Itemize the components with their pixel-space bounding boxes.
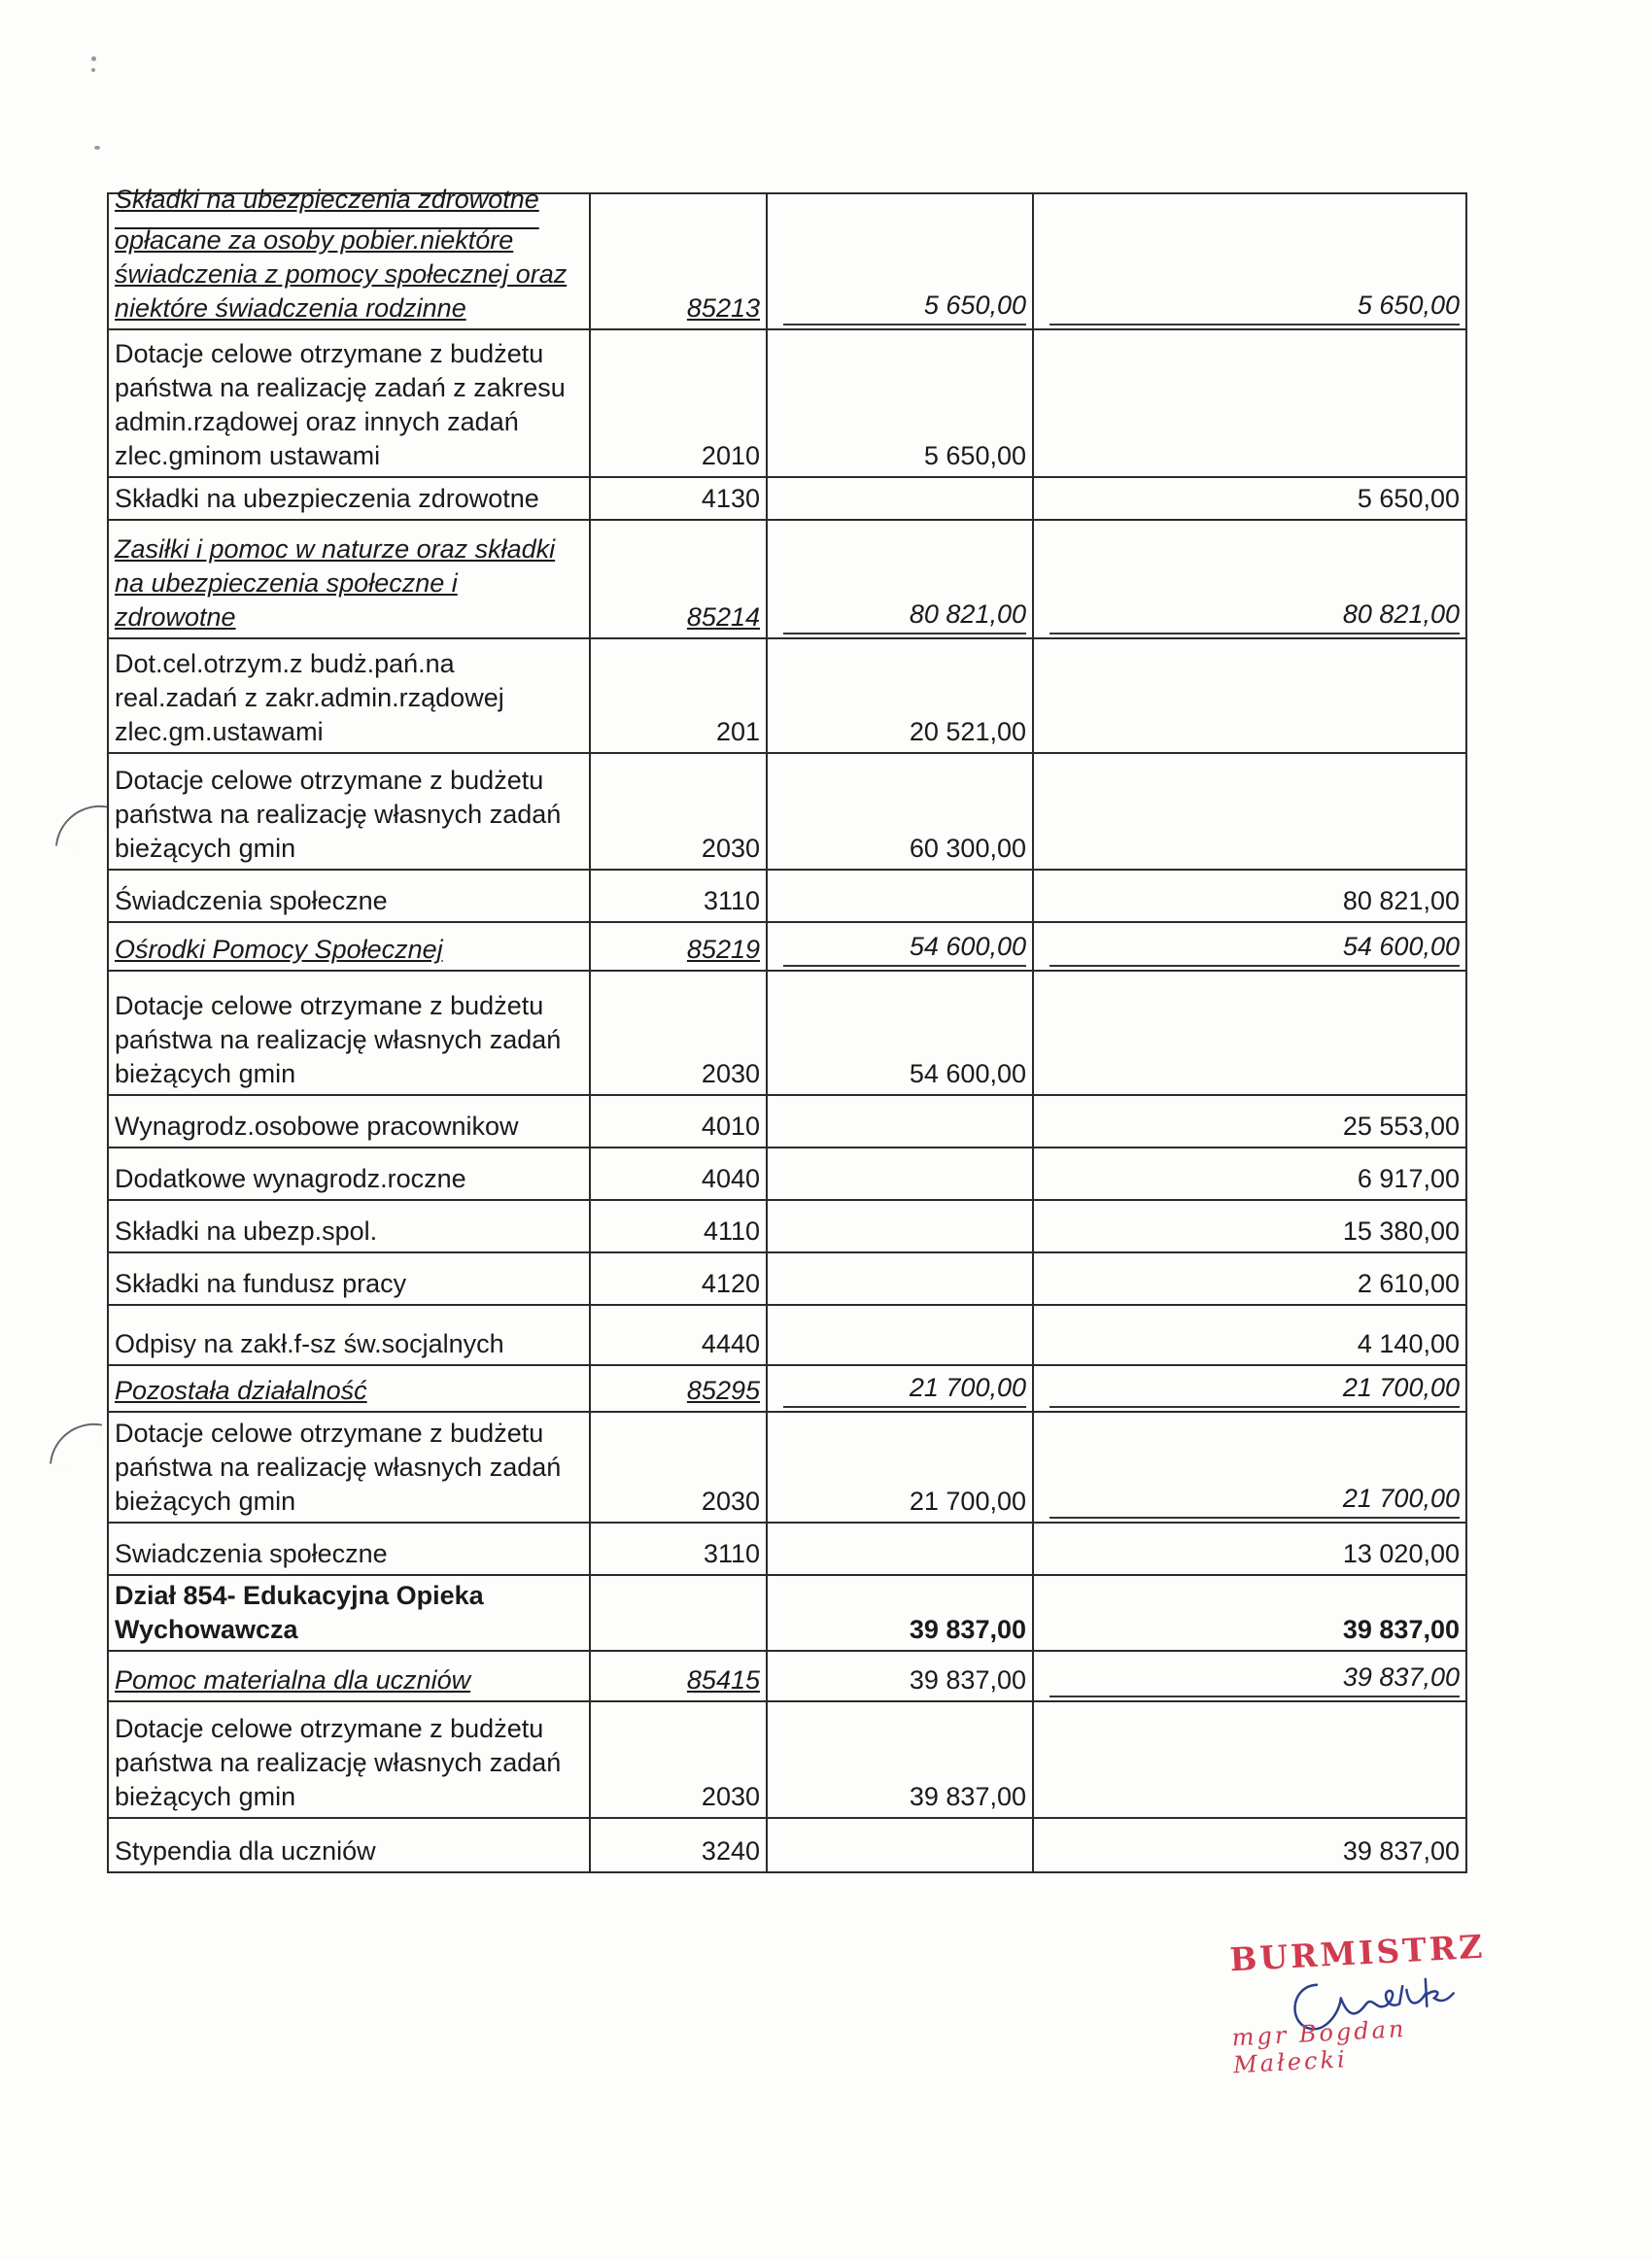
plan-amount: [767, 193, 1033, 329]
plan-amount: [767, 1701, 1033, 1818]
execution-amount: [1033, 477, 1466, 520]
stamp-name: mgr Bogdan Małecki: [1231, 2014, 1408, 2079]
row-description: [108, 922, 590, 971]
row-description: [108, 1523, 590, 1575]
table-row: [108, 638, 1466, 753]
execution-amount-text: 6 917,00: [1357, 1164, 1460, 1193]
row-description: [108, 1305, 590, 1365]
subsection-row: [108, 193, 1466, 329]
paragraph-code: [590, 1701, 767, 1818]
row-description-text: Dotacje celowe otrzymane z budżetu państwa na realizację zadań z zakresu admin.rządowej oraz innych zadań zlec.gminom ustawami: [115, 339, 566, 470]
scan-mark: [91, 56, 96, 61]
scan-mark: [91, 68, 95, 72]
row-description: [108, 870, 590, 922]
table-row: [108, 1412, 1466, 1523]
table-row: [108, 1701, 1466, 1818]
plan-amount: [767, 753, 1033, 870]
table-row: [108, 1200, 1466, 1252]
row-description-text: Składki na ubezp.spol.: [115, 1216, 378, 1246]
cut-off-text: Składki na ubezpieczenia zdrowotne: [115, 185, 539, 214]
execution-amount: [1033, 1575, 1466, 1651]
plan-amount-text: 21 700,00: [909, 1487, 1026, 1516]
paragraph-code: [590, 1818, 767, 1872]
execution-amount: [1033, 638, 1466, 753]
plan-amount-text: 54 600,00: [909, 1059, 1026, 1088]
paragraph-code-text: 3110: [703, 886, 760, 915]
execution-amount-text: 4 140,00: [1357, 1329, 1460, 1358]
paragraph-code-text: 2030: [701, 1782, 760, 1811]
execution-amount-text: 5 650,00: [1357, 484, 1460, 513]
plan-amount: [767, 638, 1033, 753]
row-description: [108, 1575, 590, 1651]
table-row: [108, 870, 1466, 922]
row-description: [108, 1095, 590, 1148]
row-description-text: Dodatkowe wynagrodz.roczne: [115, 1164, 466, 1193]
plan-amount-text: 60 300,00: [909, 834, 1026, 863]
row-description: [108, 638, 590, 753]
execution-amount: [1033, 1305, 1466, 1365]
execution-amount: [1033, 1252, 1466, 1305]
row-description: [108, 1818, 590, 1872]
paragraph-code: [590, 1575, 767, 1651]
plan-amount: [767, 1523, 1033, 1575]
execution-amount-text: 25 553,00: [1342, 1112, 1460, 1141]
paragraph-code: [590, 870, 767, 922]
plan-amount: [767, 1148, 1033, 1200]
row-description: [108, 520, 590, 638]
paragraph-code-text: 2030: [701, 834, 760, 863]
table-row: [108, 1252, 1466, 1305]
table-row: [108, 329, 1466, 477]
section-row: [108, 1575, 1466, 1651]
execution-amount-text: 39 837,00: [1050, 1661, 1460, 1697]
row-description-text: Świadczenia społeczne: [115, 886, 388, 915]
plan-amount: [767, 1365, 1033, 1412]
execution-amount: [1033, 971, 1466, 1095]
plan-amount: [767, 1095, 1033, 1148]
execution-amount-text: 15 380,00: [1342, 1216, 1460, 1246]
row-description-text: Dotacje celowe otrzymane z budżetu państwa na realizację własnych zadań bieżących gmin: [115, 991, 562, 1088]
plan-amount: [767, 1412, 1033, 1523]
paragraph-code-text: 4010: [701, 1112, 760, 1141]
execution-amount: [1033, 1365, 1466, 1412]
row-description: [108, 1252, 590, 1305]
execution-amount: [1033, 1701, 1466, 1818]
paragraph-code: [590, 193, 767, 329]
paragraph-code: [590, 477, 767, 520]
row-description-text: Dział 854- Edukacyjna Opieka Wychowawcza: [115, 1581, 484, 1644]
execution-amount-text: 80 821,00: [1050, 598, 1460, 634]
row-description: [108, 1148, 590, 1200]
row-description-text: Dotacje celowe otrzymane z budżetu państwa na realizację własnych zadań bieżących gmin: [115, 766, 562, 863]
table-row: [108, 971, 1466, 1095]
paragraph-code-text: 4120: [701, 1269, 760, 1298]
paragraph-code-text: 85213: [686, 293, 760, 323]
subsection-row: [108, 1365, 1466, 1412]
paragraph-code-text: 3110: [703, 1539, 760, 1568]
plan-amount: [767, 477, 1033, 520]
paragraph-code-text: 2030: [701, 1487, 760, 1516]
execution-amount: [1033, 1200, 1466, 1252]
execution-amount-text: 80 821,00: [1342, 886, 1460, 915]
execution-amount: [1033, 1095, 1466, 1148]
table-row: [108, 477, 1466, 520]
paragraph-code: [590, 1252, 767, 1305]
row-description-text: opłacane za osoby pobier.niektóre świadczenia z pomocy społecznej oraz niektóre świadczenia rodzinne: [115, 225, 568, 323]
paragraph-code: [590, 520, 767, 638]
plan-amount-text: 5 650,00: [923, 441, 1026, 470]
table-row: [108, 1095, 1466, 1148]
execution-amount: [1033, 1651, 1466, 1701]
paragraph-code-text: 85219: [686, 935, 760, 964]
table-row: [108, 1818, 1466, 1872]
execution-amount-text: 2 610,00: [1357, 1269, 1460, 1298]
row-description-text: Ośrodki Pomocy Społecznej: [115, 935, 443, 964]
table-row: [108, 753, 1466, 870]
plan-amount: [767, 329, 1033, 477]
execution-amount: [1033, 870, 1466, 922]
paragraph-code-text: 2010: [701, 441, 760, 470]
row-description: [108, 185, 590, 329]
paragraph-code-text: 4440: [701, 1329, 760, 1358]
execution-amount-text: 39 837,00: [1342, 1836, 1460, 1866]
plan-amount: [767, 870, 1033, 922]
execution-amount-text: 21 700,00: [1050, 1482, 1460, 1519]
execution-amount-text: 21 700,00: [1050, 1371, 1460, 1408]
paragraph-code: [590, 753, 767, 870]
plan-amount: [767, 1818, 1033, 1872]
row-description-text: Swiadczenia społeczne: [115, 1539, 388, 1568]
row-description-text: Zasiłki i pomoc w naturze oraz składki na ubezpieczenia społeczne i zdrowotne: [115, 534, 556, 632]
paragraph-code: [590, 1148, 767, 1200]
paragraph-code: [590, 1305, 767, 1365]
paragraph-code-text: 3240: [701, 1836, 760, 1866]
row-description-text: Stypendia dla uczniów: [115, 1836, 376, 1866]
paragraph-code: [590, 1095, 767, 1148]
paragraph-code-text: 4040: [701, 1164, 760, 1193]
table-row: [108, 1305, 1466, 1365]
paragraph-code: [590, 971, 767, 1095]
row-description: [108, 1365, 590, 1412]
plan-amount: [767, 1575, 1033, 1651]
execution-amount: [1033, 193, 1466, 329]
plan-amount: [767, 1252, 1033, 1305]
plan-amount: [767, 1651, 1033, 1701]
execution-amount-text: 39 837,00: [1342, 1615, 1460, 1644]
plan-amount: [767, 922, 1033, 971]
paragraph-code: [590, 1200, 767, 1252]
row-description-text: Dot.cel.otrzym.z budż.pań.na real.zadań z zakr.admin.rządowej zlec.gm.ustawami: [115, 649, 504, 746]
row-description-text: Odpisy na zakł.f-sz św.socjalnych: [115, 1329, 504, 1358]
row-description: [108, 477, 590, 520]
execution-amount: [1033, 1818, 1466, 1872]
subsection-row: [108, 922, 1466, 971]
row-description: [108, 1412, 590, 1523]
plan-amount: [767, 1200, 1033, 1252]
paragraph-code-text: 85214: [686, 602, 760, 632]
paragraph-code: [590, 1651, 767, 1701]
scan-arc-mark: [50, 1418, 102, 1470]
paragraph-code: [590, 638, 767, 753]
paragraph-code-text: 85415: [686, 1665, 760, 1695]
plan-amount-text: 54 600,00: [783, 930, 1026, 967]
row-description: [108, 753, 590, 870]
table-row: [108, 1148, 1466, 1200]
plan-amount-text: 39 837,00: [909, 1665, 1026, 1695]
execution-amount: [1033, 1412, 1466, 1523]
plan-amount: [767, 520, 1033, 638]
table-row: [108, 1523, 1466, 1575]
paragraph-code-text: 4130: [701, 484, 760, 513]
execution-amount: [1033, 1148, 1466, 1200]
stamp-title: BURMISTRZ: [1228, 1927, 1487, 1979]
scan-mark: [94, 146, 100, 150]
execution-amount: [1033, 753, 1466, 870]
paragraph-code: [590, 1365, 767, 1412]
plan-amount-text: 21 700,00: [783, 1371, 1026, 1408]
row-description: [108, 971, 590, 1095]
subsection-row: [108, 520, 1466, 638]
row-description: [108, 329, 590, 477]
plan-amount: [767, 1305, 1033, 1365]
execution-amount: [1033, 922, 1466, 971]
budget-table: [107, 185, 1467, 1873]
execution-amount-text: 54 600,00: [1050, 930, 1460, 967]
paragraph-code: [590, 1523, 767, 1575]
execution-amount-text: 13 020,00: [1342, 1539, 1460, 1568]
paragraph-code-text: 201: [715, 717, 760, 746]
row-description-text: Składki na ubezpieczenia zdrowotne: [115, 484, 539, 513]
paragraph-code: [590, 1412, 767, 1523]
row-description-text: Wynagrodz.osobowe pracownikow: [115, 1112, 519, 1141]
paragraph-code: [590, 922, 767, 971]
paragraph-code-text: 4110: [703, 1216, 760, 1246]
execution-amount: [1033, 520, 1466, 638]
row-description: [108, 1651, 590, 1701]
scan-arc-mark: [55, 800, 108, 852]
official-stamp: [1220, 1926, 1518, 2077]
row-description-text: Składki na fundusz pracy: [115, 1269, 407, 1298]
row-description: [108, 1200, 590, 1252]
plan-amount: [767, 971, 1033, 1095]
plan-amount-text: 5 650,00: [783, 289, 1026, 325]
execution-amount-text: 5 650,00: [1050, 289, 1460, 325]
execution-amount: [1033, 1523, 1466, 1575]
row-description-text: Dotacje celowe otrzymane z budżetu państwa na realizację własnych zadań bieżących gmin: [115, 1714, 562, 1811]
execution-amount: [1033, 329, 1466, 477]
plan-amount-text: 39 837,00: [909, 1615, 1026, 1644]
row-description-text: Pomoc materialna dla uczniów: [115, 1665, 471, 1695]
plan-amount-text: 39 837,00: [909, 1782, 1026, 1811]
row-description-text: Pozostała działalność: [115, 1376, 367, 1405]
row-description-text: Dotacje celowe otrzymane z budżetu państwa na realizację własnych zadań bieżących gmin: [115, 1419, 562, 1516]
paragraph-code: [590, 329, 767, 477]
row-description: [108, 1701, 590, 1818]
plan-amount-text: 20 521,00: [909, 717, 1026, 746]
paragraph-code-text: 85295: [686, 1376, 760, 1405]
paragraph-code-text: 2030: [701, 1059, 760, 1088]
plan-amount-text: 80 821,00: [783, 598, 1026, 634]
subsection-row: [108, 1651, 1466, 1701]
